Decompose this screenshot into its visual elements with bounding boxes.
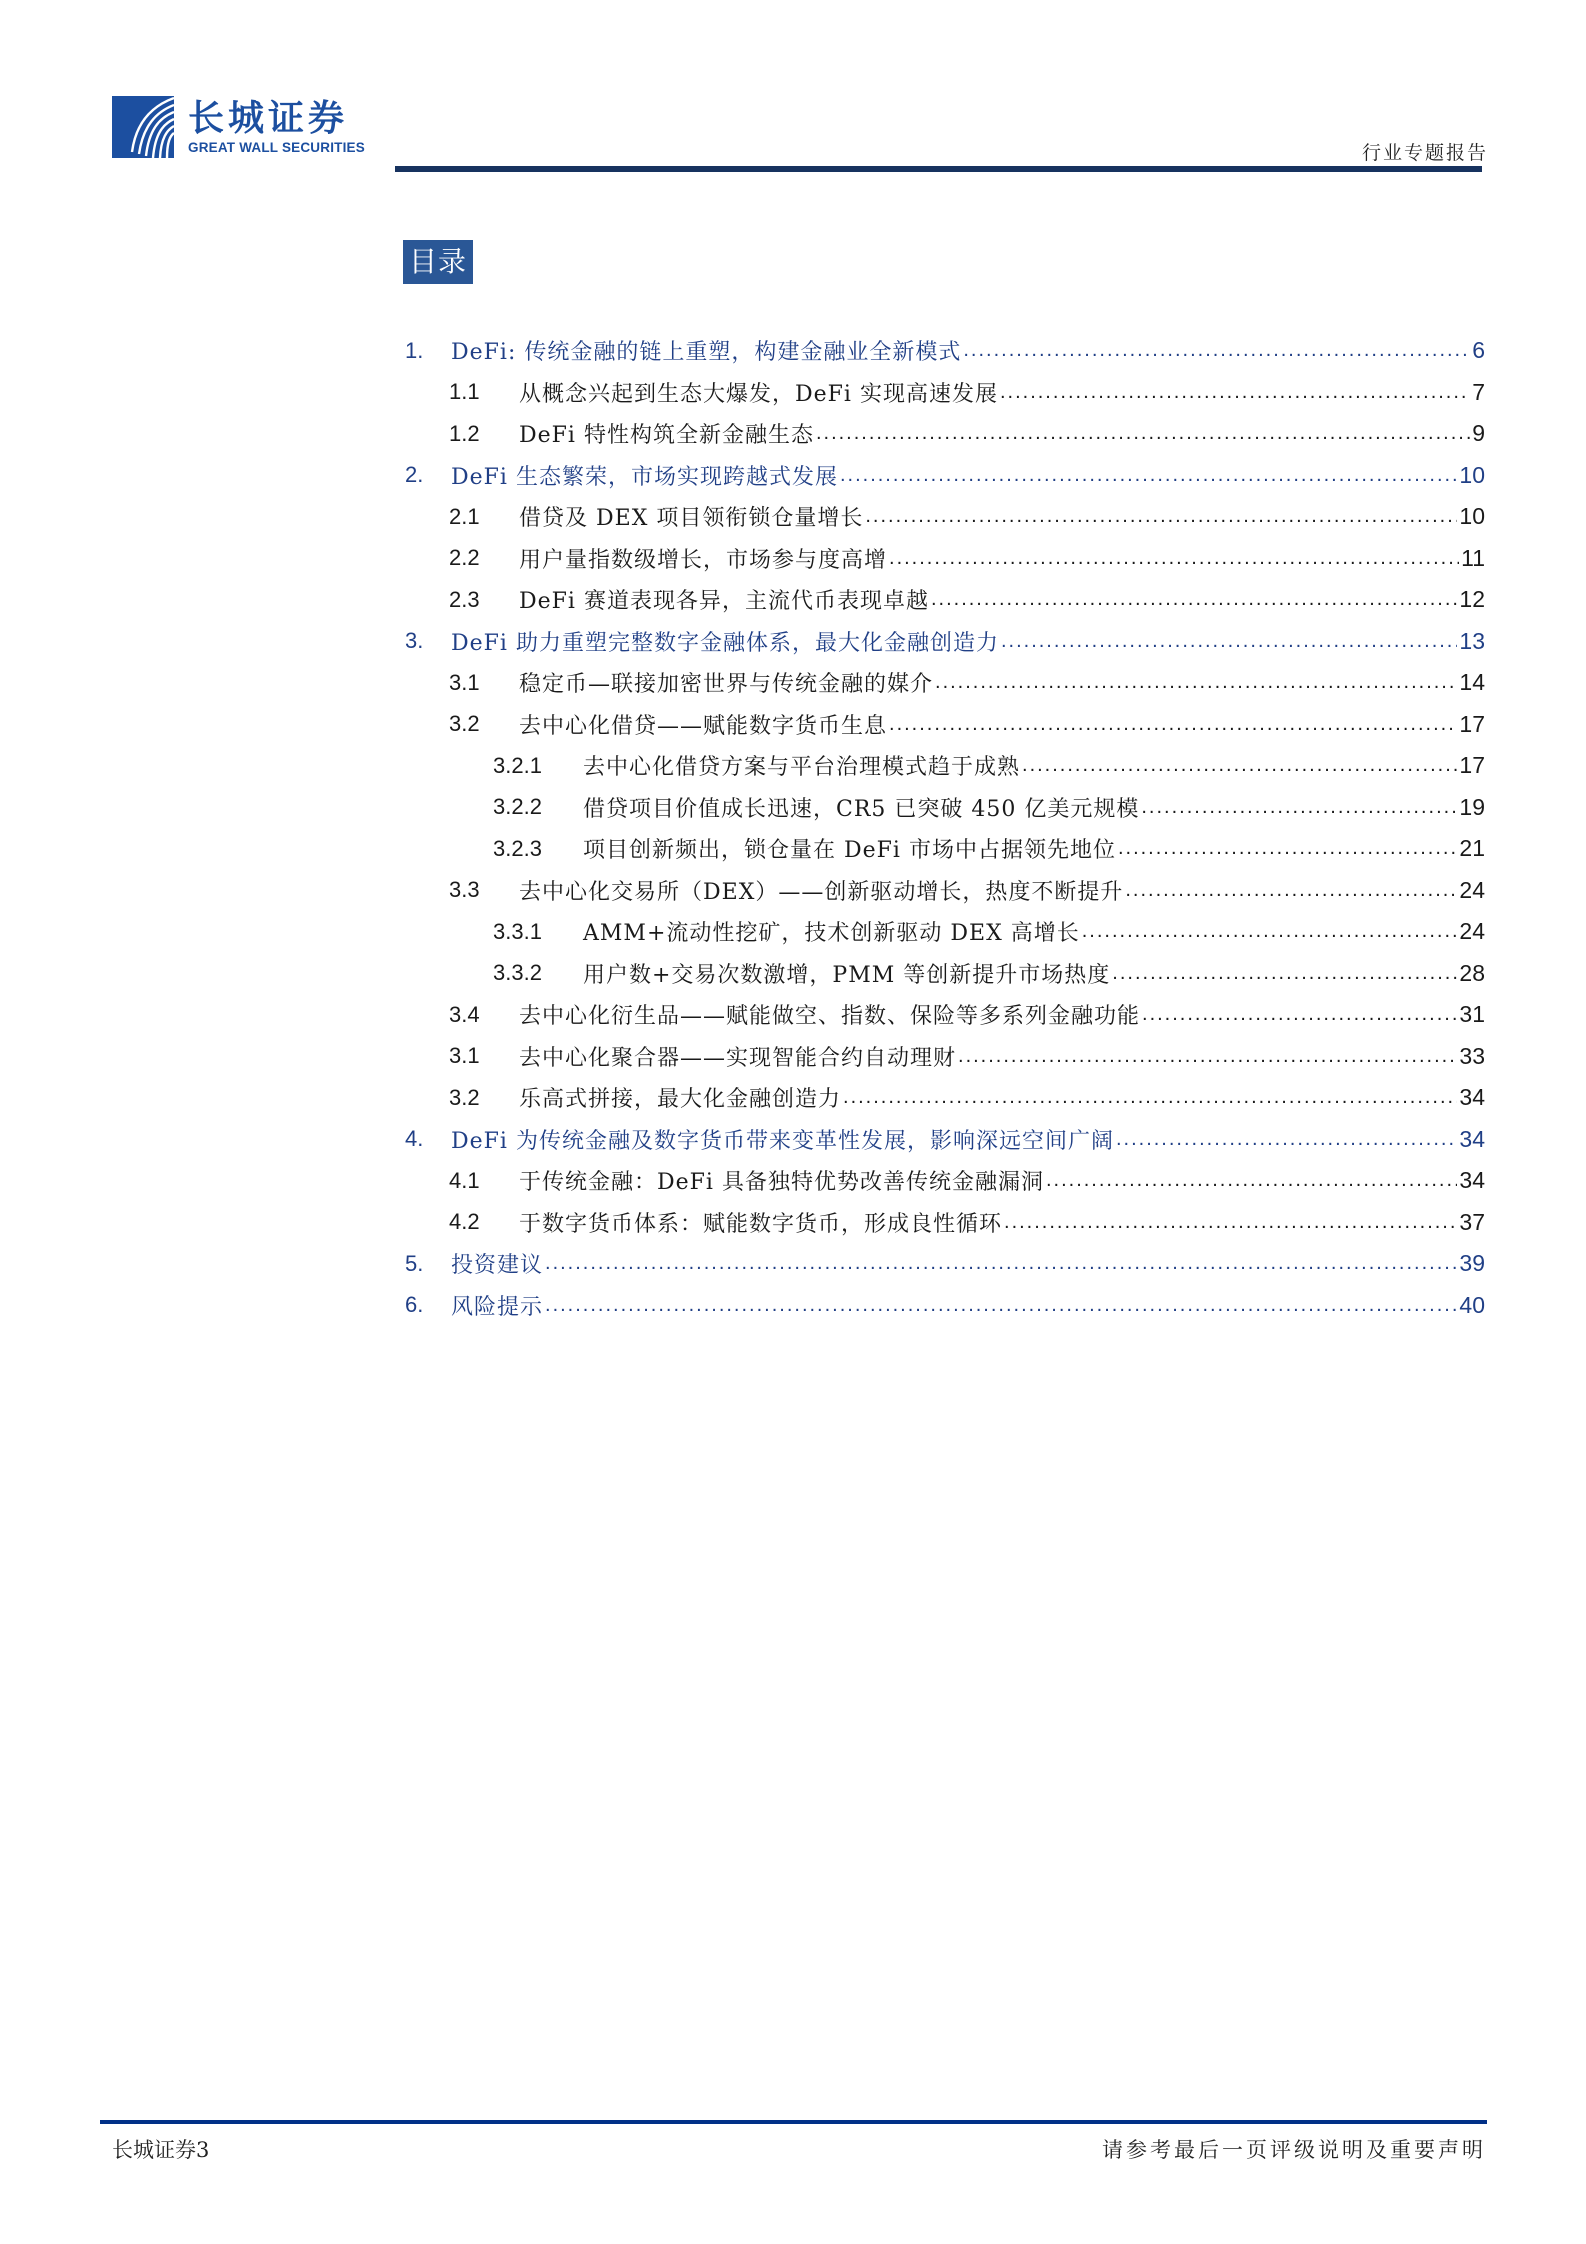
toc-leader-dots: [1112, 962, 1457, 985]
toc-entry-page[interactable]: 10: [1459, 461, 1485, 488]
toc-entry-title[interactable]: 稳定币—联接加密世界与传统金融的媒介: [519, 672, 934, 698]
toc-entry-number: 5.: [405, 1250, 424, 1276]
toc-leader-dots: [963, 339, 1470, 362]
company-logo: [112, 96, 372, 158]
toc-leader-dots: [545, 1294, 1457, 1317]
toc-entry-page[interactable]: 24: [1459, 876, 1485, 903]
toc-entry-page[interactable]: 13: [1459, 627, 1485, 654]
toc-entry-page[interactable]: 11: [1461, 544, 1485, 571]
toc-entry-page[interactable]: 12: [1459, 586, 1485, 613]
toc-entry-number: 1.: [405, 337, 424, 363]
toc-leader-dots: [1141, 796, 1457, 819]
toc-entry-page[interactable]: 9: [1472, 420, 1485, 447]
toc-leader-dots: [889, 547, 1459, 570]
toc-entry-number: 4.: [405, 1126, 424, 1152]
toc-entry-number: 2.1: [449, 503, 480, 529]
toc-entry-number: 3.2.1: [493, 752, 542, 778]
toc-leader-dots: [816, 422, 1470, 445]
toc-entry-number: 3.2: [449, 1084, 480, 1110]
toc-entry-title[interactable]: DeFi 生态繁荣，市场实现跨越式发展: [451, 464, 838, 490]
toc-leader-dots: [931, 588, 1457, 611]
toc-entry[interactable]: [405, 787, 1485, 829]
toc-entry-page[interactable]: 24: [1459, 918, 1485, 945]
toc-entry-title[interactable]: 从概念兴起到生态大爆发，DeFi 实现高速发展: [519, 381, 998, 407]
logo-chinese-text: 长城证券: [188, 97, 349, 139]
toc-entry-page[interactable]: 17: [1459, 710, 1485, 737]
toc-entry-title[interactable]: DeFi 助力重塑完整数字金融体系，最大化金融创造力: [451, 630, 999, 656]
logo-english-text: GREAT WALL SECURITIES: [188, 140, 365, 155]
toc-leader-dots: [865, 505, 1457, 528]
toc-entry-title[interactable]: 用户数+交易次数激增，PMM 等创新提升市场热度: [583, 962, 1111, 988]
toc-entry[interactable]: [405, 1243, 1485, 1285]
toc-entry-page[interactable]: 6: [1472, 337, 1485, 364]
toc-entry[interactable]: [405, 1202, 1485, 1244]
toc-entry[interactable]: [405, 662, 1485, 704]
toc-leader-dots: [1004, 1211, 1457, 1234]
toc-entry-page[interactable]: 33: [1459, 1042, 1485, 1069]
toc-leader-dots: [843, 1086, 1457, 1109]
toc-entry-title[interactable]: 去中心化借贷方案与平台治理模式趋于成熟: [583, 755, 1021, 781]
toc-entry-title[interactable]: 去中心化交易所（DEX）——创新驱动增长，热度不断提升: [519, 879, 1124, 905]
toc-entry[interactable]: [405, 1036, 1485, 1078]
toc-entry-number: 2.: [405, 462, 424, 488]
toc-entry-page[interactable]: 31: [1459, 1001, 1485, 1028]
toc-entry-title[interactable]: 去中心化聚合器——实现智能合约自动理财: [519, 1045, 957, 1071]
toc-entry-title[interactable]: 借贷项目价值成长迅速，CR5 已突破 450 亿美元规模: [583, 796, 1140, 822]
table-of-contents: [405, 330, 1485, 1326]
toc-leader-dots: [935, 671, 1457, 694]
toc-entry-title[interactable]: 风险提示: [451, 1294, 544, 1320]
toc-entry-number: 1.2: [449, 420, 480, 446]
toc-leader-dots: [1046, 1169, 1457, 1192]
toc-entry-title[interactable]: DeFi: 传统金融的链上重塑，构建金融业全新模式: [451, 340, 962, 366]
toc-leader-dots: [1000, 381, 1470, 404]
toc-entry[interactable]: [405, 1119, 1485, 1161]
toc-entry-number: 2.3: [449, 586, 480, 612]
toc-entry-page[interactable]: 14: [1459, 669, 1485, 696]
toc-entry-title[interactable]: 于传统金融：DeFi 具备独特优势改善传统金融漏洞: [519, 1170, 1044, 1196]
toc-leader-dots: [1116, 1128, 1457, 1151]
toc-entry-number: 3.: [405, 628, 424, 654]
toc-entry-title[interactable]: 投资建议: [451, 1253, 544, 1279]
toc-entry-number: 3.1: [449, 1043, 480, 1069]
toc-entry[interactable]: [405, 579, 1485, 621]
toc-entry[interactable]: [405, 413, 1485, 455]
toc-entry-number: 4.1: [449, 1167, 480, 1193]
header-divider: [395, 166, 1482, 172]
toc-entry-number: 3.3.1: [493, 918, 542, 944]
toc-leader-dots: [1118, 837, 1457, 860]
toc-entry-page[interactable]: 34: [1459, 1084, 1485, 1111]
toc-entry-page[interactable]: 39: [1459, 1250, 1485, 1277]
toc-entry-title[interactable]: DeFi 为传统金融及数字货币带来变革性发展，影响深远空间广阔: [451, 1128, 1114, 1154]
toc-entry-page[interactable]: 10: [1459, 503, 1485, 530]
footer-divider: [100, 2120, 1487, 2124]
toc-heading: 目录: [403, 240, 473, 284]
toc-entry-title[interactable]: 借贷及 DEX 项目领衔锁仓量增长: [519, 506, 864, 532]
toc-entry-title[interactable]: 于数字货币体系：赋能数字货币，形成良性循环: [519, 1211, 1003, 1237]
toc-entry-number: 3.3: [449, 877, 480, 903]
toc-entry-page[interactable]: 40: [1459, 1291, 1485, 1318]
toc-leader-dots: [889, 713, 1457, 736]
toc-leader-dots: [545, 1252, 1457, 1275]
toc-entry-page[interactable]: 28: [1459, 959, 1485, 986]
toc-entry[interactable]: [405, 455, 1485, 497]
toc-entry[interactable]: [405, 704, 1485, 746]
toc-entry-number: 4.2: [449, 1209, 480, 1235]
toc-entry[interactable]: [405, 372, 1485, 414]
toc-entry-title[interactable]: 去中心化借贷——赋能数字货币生息: [519, 713, 888, 739]
toc-entry[interactable]: [405, 1160, 1485, 1202]
toc-entry-page[interactable]: 7: [1472, 378, 1485, 405]
great-wall-logo-icon: [112, 96, 174, 158]
toc-entry-page[interactable]: 21: [1459, 835, 1485, 862]
toc-leader-dots: [1022, 754, 1457, 777]
toc-entry-page[interactable]: 34: [1459, 1167, 1485, 1194]
toc-leader-dots: [958, 1045, 1457, 1068]
toc-entry-number: 3.3.2: [493, 960, 542, 986]
toc-entry[interactable]: [405, 745, 1485, 787]
toc-entry-number: 3.2: [449, 711, 480, 737]
toc-leader-dots: [1082, 920, 1458, 943]
report-type-label: 行业专题报告: [1361, 142, 1488, 164]
toc-entry[interactable]: [405, 330, 1485, 372]
toc-entry-number: 3.1: [449, 669, 480, 695]
toc-entry-number: 1.1: [449, 379, 480, 405]
toc-entry-title[interactable]: DeFi 赛道表现各异，主流代币表现卓越: [519, 589, 929, 615]
toc-entry[interactable]: [405, 953, 1485, 995]
toc-entry[interactable]: [405, 828, 1485, 870]
toc-entry-title[interactable]: 去中心化衍生品——赋能做空、指数、保险等多系列金融功能: [519, 1004, 1141, 1030]
toc-entry-title[interactable]: 项目创新频出，锁仓量在 DeFi 市场中占据领先地位: [583, 838, 1116, 864]
toc-entry[interactable]: [405, 994, 1485, 1036]
toc-entry-number: 3.2.3: [493, 835, 542, 861]
toc-entry-number: 3.4: [449, 1001, 480, 1027]
toc-entry[interactable]: [405, 1285, 1485, 1327]
toc-leader-dots: [1125, 879, 1457, 902]
toc-entry[interactable]: [405, 870, 1485, 912]
footer-disclaimer: 请参考最后一页评级说明及重要声明: [1102, 2138, 1486, 2162]
toc-leader-dots: [840, 464, 1457, 487]
toc-entry-title[interactable]: DeFi 特性构筑全新金融生态: [519, 423, 814, 449]
toc-entry[interactable]: [405, 621, 1485, 663]
toc-entry-page[interactable]: 19: [1459, 793, 1485, 820]
toc-entry[interactable]: [405, 496, 1485, 538]
toc-entry-number: 6.: [405, 1292, 424, 1318]
toc-entry-title[interactable]: 乐高式拼接，最大化金融创造力: [519, 1087, 842, 1113]
toc-entry-title[interactable]: AMM+流动性挖矿，技术创新驱动 DEX 高增长: [583, 921, 1080, 947]
toc-entry[interactable]: [405, 1077, 1485, 1119]
toc-entry[interactable]: [405, 911, 1485, 953]
toc-leader-dots: [1001, 630, 1457, 653]
toc-entry-number: 3.2.2: [493, 794, 542, 820]
footer-page-label: 长城证券3: [112, 2138, 210, 2162]
toc-entry[interactable]: [405, 538, 1485, 580]
toc-entry-page[interactable]: 34: [1459, 1125, 1485, 1152]
toc-entry-page[interactable]: 17: [1459, 752, 1485, 779]
toc-entry-page[interactable]: 37: [1459, 1208, 1485, 1235]
toc-entry-number: 2.2: [449, 545, 480, 571]
toc-entry-title[interactable]: 用户量指数级增长，市场参与度高增: [519, 547, 888, 573]
toc-leader-dots: [1142, 1003, 1457, 1026]
